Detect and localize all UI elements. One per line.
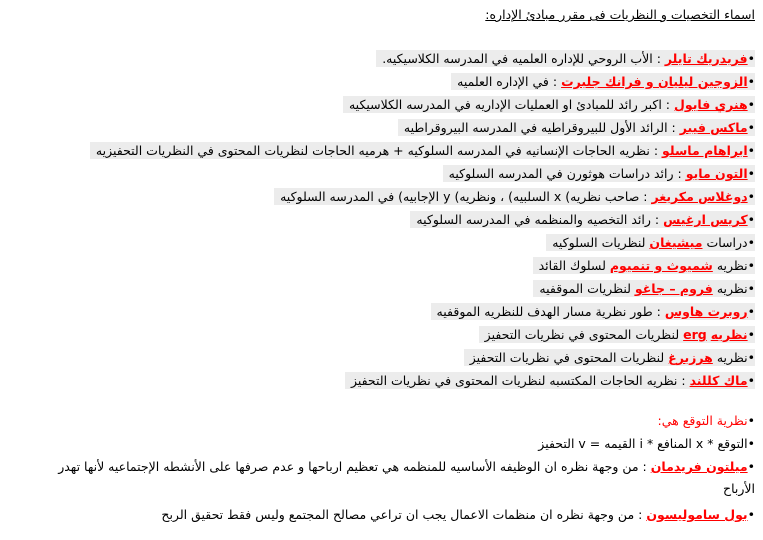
list-item	[410, 211, 755, 231]
person-name: شميوث و تنميوم	[609, 258, 713, 273]
list-item-content	[410, 211, 755, 228]
person-name: التون مايو	[685, 166, 748, 181]
list-item	[345, 372, 755, 392]
bullet-icon: •	[747, 212, 755, 227]
list-item-friedman	[24, 456, 755, 500]
bullet-icon: •	[747, 459, 755, 474]
bullet-icon: •	[747, 281, 755, 296]
bullet-icon: •	[747, 74, 755, 89]
bullet-icon: •	[747, 436, 755, 451]
person-name: ميلتون فريدمان	[650, 459, 748, 474]
bullet-icon: •	[747, 373, 755, 388]
item-description: : اكبر رائد للمبادئ او العمليات الإداريه في المدرسه الكلاسيكيه	[348, 97, 671, 112]
list-item-content	[398, 119, 755, 136]
list-item-content	[546, 234, 755, 251]
list-item-content	[274, 188, 755, 205]
list-item-content	[451, 73, 755, 90]
list-item-content	[90, 142, 755, 159]
list-item	[431, 303, 755, 323]
item-prefix: دراسات	[706, 235, 748, 250]
bullet-icon: •	[747, 413, 755, 428]
item-prefix: نظريه	[716, 258, 748, 273]
person-name: ماكس فيبر	[679, 120, 748, 135]
bullet-icon: •	[747, 97, 755, 112]
bullet-icon: •	[747, 258, 755, 273]
item-description: : نظريه الحاجات المكتسبه لنظريات المحتوى في نظريات التحفيز	[350, 373, 686, 388]
item-description: لسلوك القائد	[538, 258, 606, 273]
bullet-icon: •	[747, 304, 755, 319]
list-item-content	[345, 372, 755, 389]
expectancy-heading-text: نظرية التوقع هي:	[657, 413, 748, 428]
person-name: هنري فايول	[674, 97, 748, 112]
item-description: لنظريات السلوكيه	[552, 235, 646, 250]
person-name: ماك كللند	[689, 373, 748, 388]
expectancy-heading	[658, 412, 756, 432]
bullet-icon: •	[747, 350, 755, 365]
list-item-content	[431, 303, 755, 320]
bullet-icon: •	[747, 166, 755, 181]
list-item-content	[464, 349, 755, 366]
item-description: : من وجهة نظره ان منظمات الاعمال يجب ان تراعي مصالح المجتمع وليس فقط تحقيق الربح	[161, 507, 643, 522]
item-prefix: نظريه	[716, 350, 748, 365]
list-item-content	[376, 50, 755, 67]
item-prefix: نظريه	[710, 327, 748, 342]
person-name: هرزبرغ	[668, 350, 713, 365]
person-name: فريدريك تايلر	[664, 51, 748, 66]
list-item-samuelson	[161, 506, 755, 526]
person-name: الزوجين ليليان و فرانك جلبرت	[561, 74, 748, 89]
list-item	[533, 257, 755, 277]
list-item-content	[343, 96, 755, 113]
list-item	[90, 142, 755, 162]
bullet-icon: •	[747, 235, 755, 250]
list-item-content	[533, 257, 755, 274]
item-description: : نظريه الحاجات الإنسانيه في المدرسه السلوكيه + هرميه الحاجات لنظريات المحتوى في النظريات التحفيزيه	[95, 143, 659, 158]
list-item	[376, 50, 755, 70]
person-name: بول ساموليسون	[646, 507, 748, 522]
page-title	[485, 6, 755, 26]
bullet-icon: •	[747, 120, 755, 135]
item-description: : رائد التخصيه والمنظمه في المدرسه السلوكيه	[416, 212, 660, 227]
bullet-icon: •	[747, 507, 755, 522]
list-item-content	[479, 326, 755, 343]
item-description: : من وجهة نظره ان الوظيفه الأساسيه للمنظمه هي تعظيم ارباحها و عدم صرفها على الأنشطه الإجتماعيه لأنها تهدر الأرباح	[58, 459, 755, 496]
expectancy-formula	[538, 435, 755, 455]
item-description: لنظريات المحتوى في نظريات التحفيز	[484, 327, 680, 342]
expectancy-formula-text: التوقع * x المنافع * i القيمه = v التحفيز	[538, 436, 748, 451]
list-item	[479, 326, 755, 346]
item-description: لنظريات الموقفيه	[539, 281, 631, 296]
person-name: فروم – جاغو	[634, 281, 713, 296]
page-title-text: اسماء التخصيات و النظريات فى مقرر مبادئ الإداره:	[485, 7, 755, 22]
item-description: : رائد دراسات هوثورن في المدرسه السلوكيه	[448, 166, 682, 181]
person-name: ميشيغان	[649, 235, 703, 250]
list-item-content	[533, 280, 755, 297]
list-item-content	[443, 165, 755, 182]
person-name: ابراهام ماسلو	[662, 143, 748, 158]
list-item	[443, 165, 755, 185]
person-name: كريس ارغيس	[663, 212, 748, 227]
item-description: : الرائد الأول للبيروقراطيه في المدرسه البيروقراطيه	[403, 120, 676, 135]
item-description: لنظريات المحتوى في نظريات التحفيز	[469, 350, 665, 365]
person-name: روبرت هاوس	[664, 304, 748, 319]
list-item	[464, 349, 755, 369]
list-item	[343, 96, 755, 116]
bullet-icon: •	[747, 51, 755, 66]
list-item	[398, 119, 755, 139]
item-description: : في الإداره العلميه	[457, 74, 558, 89]
item-description: : الأب الروحي للإداره العلميه في المدرسه الكلاسيكيه.	[382, 51, 661, 66]
list-item	[546, 234, 755, 254]
list-item	[533, 280, 755, 300]
bullet-icon: •	[747, 327, 755, 342]
person-name: دوغلاس مكريغر	[651, 189, 748, 204]
list-item	[274, 188, 755, 208]
item-description: : صاحب نظريه) x السلبيه) ، ونظريه) y الإجابيه) في المدرسه السلوكيه	[280, 189, 648, 204]
item-prefix: نظريه	[716, 281, 748, 296]
bullet-icon: •	[747, 189, 755, 204]
list-item	[451, 73, 755, 93]
theory-name: erg	[683, 327, 707, 342]
bullet-icon: •	[747, 143, 755, 158]
item-description: : طور نظرية مسار الهدف للنظريه الموقفيه	[436, 304, 661, 319]
